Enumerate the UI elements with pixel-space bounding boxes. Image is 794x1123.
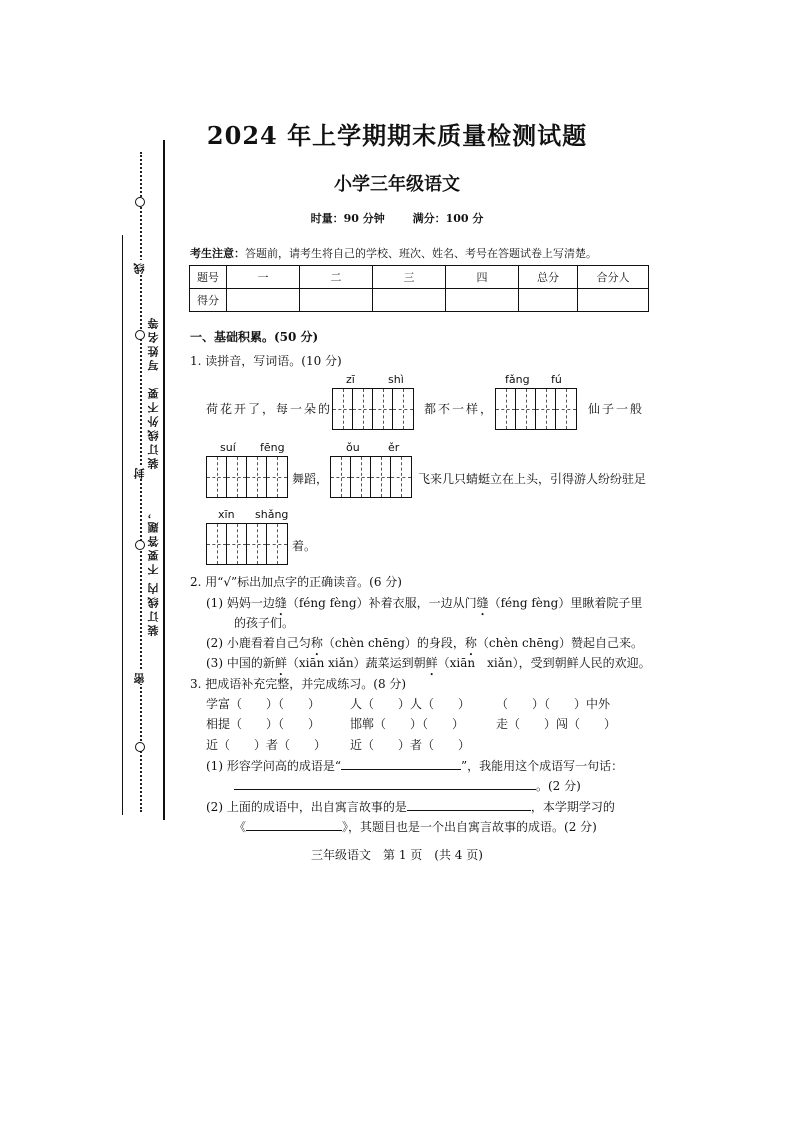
bracket-line <box>122 235 123 815</box>
question-1-title: 1. 读拼音，写词语。(10 分) <box>190 354 342 368</box>
score-header-cell: 三 <box>373 266 446 289</box>
score-table <box>189 265 649 312</box>
answer-blank[interactable] <box>341 757 461 770</box>
score-cell[interactable] <box>519 289 578 312</box>
time-limit: 时量：90 分钟 <box>310 212 385 225</box>
score-header-cell: 四 <box>446 266 519 289</box>
idiom-item: 近（ ）者（ ） <box>350 738 471 752</box>
dotted-char: 缝 <box>476 596 489 610</box>
score-cell[interactable] <box>373 289 446 312</box>
score-cell[interactable] <box>446 289 519 312</box>
idiom-item: 近（ ）者（ ） <box>206 738 327 752</box>
margin-label-feng: 封 <box>133 465 146 479</box>
pinyin: fǎng <box>505 373 530 386</box>
q1-text: 舞蹈， <box>292 472 329 486</box>
pinyin: ǒu <box>346 441 360 454</box>
q2-item-1-cont: 的孩子们。 <box>234 616 295 630</box>
full-score: 满分：100 分 <box>412 212 484 225</box>
score-table-score-row <box>190 289 649 312</box>
score-header-cell: 一 <box>227 266 300 289</box>
q2-item-1: (1) 妈妈一边缝（féng fèng）补着衣服，一边从门缝（féng fèng）里瞅着院子里 <box>206 596 643 610</box>
writing-grid[interactable] <box>332 388 414 430</box>
q2-item-2: (2) 小鹿看着自己匀称（chèn chēng）的身段，称（chèn chēng）赞起自己来。 <box>206 636 643 650</box>
writing-grid[interactable] <box>330 456 412 498</box>
solid-margin-line <box>163 140 165 820</box>
score-cell[interactable] <box>300 289 373 312</box>
circle-marker <box>135 330 145 340</box>
score-header-cell: 合分人 <box>578 266 649 289</box>
margin-notice-2: 装订线外不要 <box>147 385 160 469</box>
q1-text: 都不一样， <box>424 402 495 416</box>
idiom-item: 学富（ ）（ ） <box>206 697 321 711</box>
page-footer: 三年级语文 第 1 页 (共 4 页) <box>311 848 483 862</box>
idiom-item: （ ）（ ）中外 <box>496 697 611 711</box>
q1-text: 飞来几只蜻蜓立在上头，引得游人纷纷驻足 <box>418 472 647 486</box>
writing-grid[interactable] <box>206 523 288 565</box>
pinyin: fēng <box>260 441 285 454</box>
answer-blank[interactable] <box>234 777 536 790</box>
q1-text: 荷花开了，每一朵的 <box>206 402 333 416</box>
q3-sub-2: (2) 上面的成语中，出自寓言故事的是 ，本学期学习的 <box>206 800 615 814</box>
question-3-title: 3. 把成语补充完整，并完成练习。(8 分) <box>190 677 407 691</box>
margin-notice-3: 不要答题， <box>147 505 160 575</box>
idiom-item: 邯郸（ ）（ ） <box>350 717 465 731</box>
section-title: 一、基础积累。(50 分) <box>190 330 319 344</box>
writing-grid[interactable] <box>206 456 288 498</box>
pinyin: suí <box>220 441 236 454</box>
dotted-binding-line <box>140 152 142 812</box>
writing-grid[interactable] <box>495 388 577 430</box>
circle-marker <box>135 197 145 207</box>
dotted-char: 鲜 <box>425 656 438 670</box>
score-cell[interactable] <box>578 289 649 312</box>
notice-text: 答题前，请考生将自己的学校、班次、姓名、考号在答题试卷上写清楚。 <box>245 247 597 260</box>
q1-text: 着。 <box>292 539 317 553</box>
idiom-item: 走（ ）闯（ ） <box>496 717 617 731</box>
circle-marker <box>135 742 145 752</box>
q3-sub-1: (1) 形容学问高的成语是“ ”，我能用这个成语写一句话： <box>206 759 624 773</box>
pinyin: shǎng <box>255 508 289 521</box>
score-table-header-row <box>190 266 649 289</box>
dotted-char: 称 <box>464 636 477 650</box>
q3-sub-2-line: 《 》，其题目也是一个出自寓言故事的成语。(2 分) <box>234 820 597 834</box>
idiom-item: 人（ ）人（ ） <box>350 697 471 711</box>
score-cell[interactable] <box>227 289 300 312</box>
answer-blank[interactable] <box>246 818 342 831</box>
margin-label-xian: 线 <box>133 260 146 274</box>
pinyin: ěr <box>388 441 400 454</box>
circle-marker <box>135 540 145 550</box>
pinyin: fú <box>551 373 562 386</box>
score-row-label: 得分 <box>190 289 227 312</box>
answer-blank[interactable] <box>407 798 531 811</box>
q3-sub-1-line: 。(2 分) <box>234 777 581 794</box>
score-header-cell: 总分 <box>519 266 578 289</box>
score-header-cell: 二 <box>300 266 373 289</box>
idiom-item: 相提（ ）（ ） <box>206 717 321 731</box>
q2-item-3: (3) 中国的新鲜（xiān xiǎn）蔬菜运到朝鲜（xiān xiǎn），受到朝鲜人民的欢迎。 <box>206 656 651 670</box>
exam-meta <box>0 210 794 226</box>
exam-title: 2024 年上学期期末质量检测试题 <box>206 121 588 150</box>
pinyin: shì <box>388 373 404 386</box>
exam-subtitle: 小学三年级语文 <box>334 174 460 195</box>
q1-text: 仙子一般 <box>588 402 645 416</box>
margin-label-mi: 密 <box>133 670 146 684</box>
margin-notice-1: 写姓名等 <box>147 315 160 371</box>
candidate-notice <box>190 245 597 261</box>
question-2-title: 2. 用“√”标出加点字的正确读音。(6 分) <box>190 575 402 589</box>
binding-margin <box>110 140 170 820</box>
pinyin: zī <box>346 373 355 386</box>
dotted-char: 鲜 <box>274 656 287 670</box>
dotted-char: 缝 <box>274 596 287 610</box>
margin-notice-4: 装订线内 <box>147 580 160 636</box>
dotted-char: 称 <box>310 636 323 650</box>
notice-label: 考生注意： <box>190 247 245 260</box>
pinyin: xīn <box>218 508 235 521</box>
score-header-cell: 题号 <box>190 266 227 289</box>
